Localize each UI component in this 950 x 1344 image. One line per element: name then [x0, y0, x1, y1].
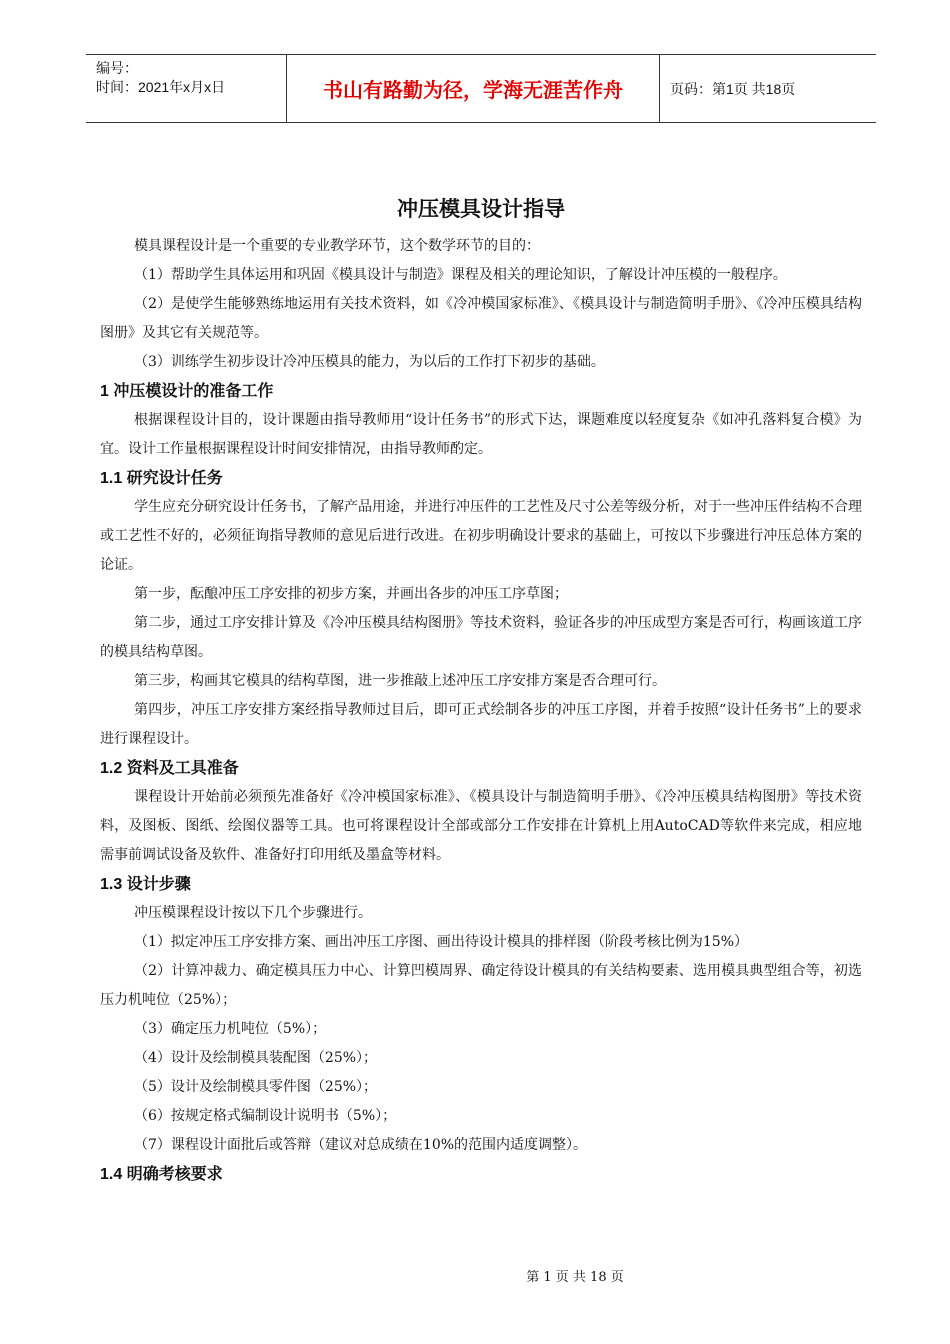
- header-meta: [86, 55, 287, 122]
- document-title: 冲压模具设计指导: [397, 198, 565, 221]
- section-paragraph: （3）确定压力机吨位（5%）；: [134, 1021, 327, 1037]
- section-heading: 1 冲压模设计的准备工作: [100, 383, 274, 400]
- section-paragraph: 根据课程设计目的，设计课题由指导教师用“设计任务书”的形式下达，课题难度以轻度复杂《如冲孔落料复合模》为宜。设计工作量根据课程设计时间安排情况，由指导教师酌定。: [100, 412, 862, 457]
- page-header: [86, 54, 876, 123]
- section-paragraph: 第三步，构画其它模具的结构草图，进一步推敲上述冲压工序安排方案是否合理可行。: [134, 673, 666, 689]
- date-label: 时间：2021年x月x日: [96, 79, 226, 95]
- page-footer: [0, 1266, 950, 1285]
- intro-paragraph: （3）训练学生初步设计冷冲压模具的能力，为以后的工作打下初步的基础。: [134, 354, 605, 370]
- section-heading: 1.4 明确考核要求: [100, 1166, 223, 1183]
- section-paragraph: （2）计算冲裁力、确定模具压力中心、计算凹模周界、确定待设计模具的有关结构要素、选用模具典型组合等，初选压力机吨位（25%）；: [100, 963, 862, 1008]
- intro-paragraph: （2）是使学生能够熟练地运用有关技术资料，如《冷冲模国家标准》、《模具设计与制造简明手册》、《冷冲压模具结构图册》及其它有关规范等。: [100, 296, 862, 341]
- header-page-info: 页码：第1页 共18页: [670, 80, 796, 97]
- section-paragraph: 冲压模课程设计按以下几个步骤进行。: [134, 905, 372, 921]
- section-paragraph: （6）按规定格式编制设计说明书（5%）；: [134, 1108, 397, 1124]
- section-heading: 1.1 研究设计任务: [100, 470, 223, 487]
- section-heading: 1.2 资料及工具准备: [100, 760, 239, 777]
- intro-paragraph: （1）帮助学生具体运用和巩固《模具设计与制造》课程及相关的理论知识，了解设计冲压模的一般程序。: [134, 267, 787, 283]
- section-heading: 1.3 设计步骤: [100, 876, 191, 893]
- section-paragraph: （5）设计及绘制模具零件图（25%）；: [134, 1079, 378, 1095]
- section-paragraph: （1）拟定冲压工序安排方案、画出冲压工序图、画出待设计模具的排样图（阶段考核比例为15%）: [134, 934, 749, 950]
- section-paragraph: 课程设计开始前必须预先准备好《冷冲模国家标准》、《模具设计与制造简明手册》、《冷冲压模具结构图册》等技术资料，及图板、图纸、绘图仪器等工具。也可将课程设计全部或部分工作安排在计算机上用AutoCAD等软件来完成，相应地需事前调试设备及软件、准备好打印用纸及墨盒等材料。: [100, 789, 862, 863]
- section-paragraph: 第一步，酝酿冲压工序安排的初步方案，并画出各步的冲压工序草图；: [134, 586, 568, 602]
- section-paragraph: （7）课程设计面批后或答辩（建议对总成绩在10%的范围内适度调整）。: [134, 1137, 588, 1153]
- section-paragraph: 学生应充分研究设计任务书，了解产品用途，并进行冲压件的工艺性及尺寸公差等级分析，对于一些冲压件结构不合理或工艺性不好的，必须征询指导教师的意见后进行改进。在初步明确设计要求的基础上，可按以下步骤进行冲压总体方案的论证。: [100, 499, 862, 573]
- page-number: 第 1 页 共 18 页: [526, 1270, 624, 1285]
- header-motto: 书山有路勤为径，学海无涯苦作舟: [287, 55, 660, 122]
- document-body: [100, 196, 862, 1189]
- section-paragraph: （4）设计及绘制模具装配图（25%）；: [134, 1050, 378, 1066]
- section-paragraph: 第四步，冲压工序安排方案经指导教师过目后，即可正式绘制各步的冲压工序图，并着手按照“设计任务书”上的要求进行课程设计。: [100, 702, 862, 747]
- code-label: 编号：: [96, 60, 138, 76]
- section-paragraph: 第二步，通过工序安排计算及《冷冲压模具结构图册》等技术资料，验证各步的冲压成型方案是否可行，构画该道工序的模具结构草图。: [100, 615, 862, 660]
- intro-paragraph: 模具课程设计是一个重要的专业教学环节，这个数学环节的目的：: [134, 238, 540, 254]
